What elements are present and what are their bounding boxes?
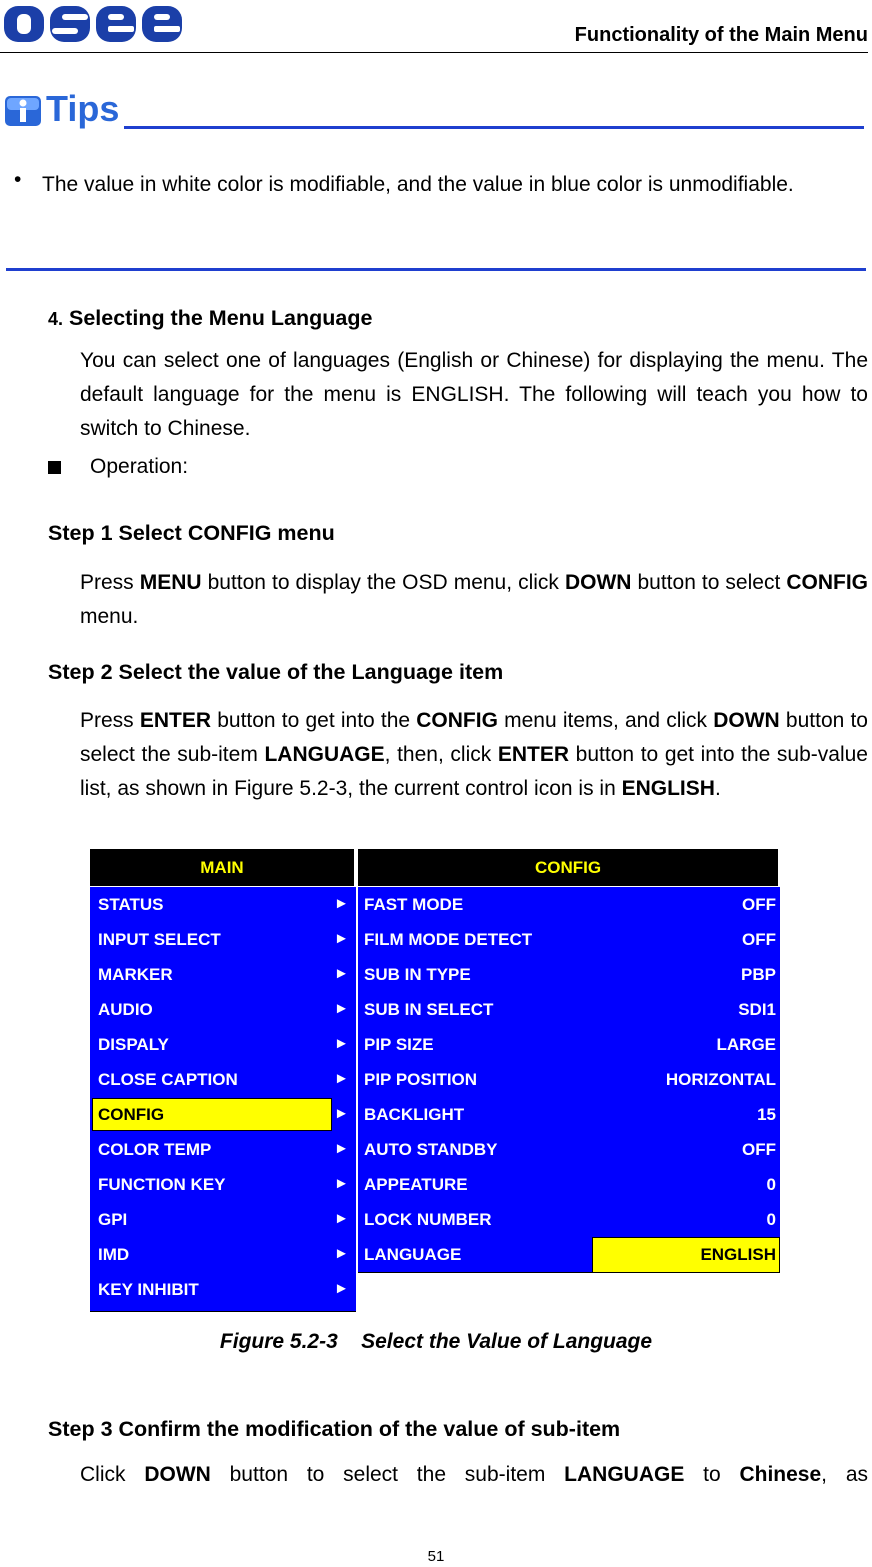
osee-logo bbox=[2, 2, 186, 46]
main-menu-item[interactable]: KEY INHIBIT ► bbox=[98, 1280, 349, 1299]
step2-title: Step 2 Select the value of the Language item bbox=[48, 660, 504, 684]
main-menu-item[interactable]: FUNCTION KEY ► bbox=[98, 1175, 349, 1194]
main-menu-item[interactable]: AUDIO ► bbox=[98, 1000, 349, 1019]
arrow-right-icon: ► bbox=[334, 1280, 349, 1297]
arrow-right-icon: ► bbox=[334, 1175, 349, 1192]
arrow-right-icon: ► bbox=[334, 1070, 349, 1087]
square-bullet-icon bbox=[48, 461, 61, 474]
config-menu-item[interactable]: APPEATURE 0 bbox=[364, 1175, 776, 1194]
config-menu-title: CONFIG bbox=[534, 858, 602, 877]
tips-bottom-rule bbox=[6, 268, 866, 271]
arrow-right-icon: ► bbox=[334, 1140, 349, 1157]
config-menu-item[interactable]: FILM MODE DETECT OFF bbox=[364, 930, 776, 949]
header-rule bbox=[0, 52, 868, 53]
operation-label: Operation: bbox=[90, 455, 189, 478]
bullet-icon: • bbox=[14, 168, 22, 191]
header-title: Functionality of the Main Menu bbox=[574, 24, 868, 46]
main-menu-panel bbox=[90, 887, 356, 1312]
tips-rule bbox=[124, 126, 864, 129]
figure-caption: Figure 5.2-3 Select the Value of Language bbox=[219, 1330, 653, 1353]
step2-paragraph: Press ENTER button to get into the CONFIG menu items, and click DOWN button to select the sub-item LANGUAGE, then, click ENTER button to get into the sub-value list, as shown in Figure 5.2-3, the current control icon is in ENGLISH. bbox=[80, 709, 868, 800]
arrow-right-icon: ► bbox=[334, 930, 349, 947]
main-menu-item[interactable]: MARKER ► bbox=[98, 965, 349, 984]
step1-title: Step 1 Select CONFIG menu bbox=[48, 521, 335, 545]
main-menu-item[interactable]: IMD ► bbox=[98, 1245, 349, 1264]
section-number: 4. bbox=[48, 309, 64, 329]
main-menu-item[interactable]: INPUT SELECT ► bbox=[98, 930, 349, 949]
section-title bbox=[48, 306, 372, 331]
main-menu-item[interactable]: CLOSE CAPTION ► bbox=[98, 1070, 349, 1089]
section-paragraph: You can select one of languages (English or Chinese) for displaying the menu. The default language for the menu is ENGLISH. The following will teach you how to switch to Chinese. bbox=[80, 349, 868, 440]
config-menu-item[interactable]: LOCK NUMBER 0 bbox=[364, 1210, 776, 1229]
main-menu-item[interactable]: COLOR TEMP ► bbox=[98, 1140, 349, 1159]
config-menu-item[interactable]: FAST MODE OFF bbox=[364, 895, 776, 914]
config-menu-item[interactable]: SUB IN TYPE PBP bbox=[364, 965, 776, 984]
main-menu-item[interactable]: GPI ► bbox=[98, 1210, 349, 1229]
main-menu-item[interactable]: STATUS ► bbox=[98, 895, 349, 914]
config-menu-item[interactable]: AUTO STANDBY OFF bbox=[364, 1140, 776, 1159]
tips-badge bbox=[4, 88, 124, 135]
arrow-right-icon: ► bbox=[334, 895, 349, 912]
arrow-right-icon: ► bbox=[334, 1245, 349, 1262]
arrow-right-icon: ► bbox=[334, 1105, 349, 1122]
arrow-right-icon: ► bbox=[334, 1000, 349, 1017]
config-menu-item[interactable]: PIP SIZE LARGE bbox=[364, 1035, 776, 1054]
tip-text: The value in white color is modifiable, and the value in blue color is unmodifiable. bbox=[42, 173, 794, 196]
section-title-text: Selecting the Menu Language bbox=[69, 306, 373, 330]
main-menu-title: MAIN bbox=[200, 858, 244, 877]
main-menu-header bbox=[90, 849, 354, 886]
arrow-right-icon: ► bbox=[334, 1035, 349, 1052]
config-menu-panel bbox=[358, 887, 780, 1273]
config-menu-item[interactable]: SUB IN SELECT SDI1 bbox=[364, 1000, 776, 1019]
config-menu-item[interactable]: BACKLIGHT 15 bbox=[364, 1105, 776, 1124]
step3-title: Step 3 Confirm the modification of the value of sub-item bbox=[48, 1417, 621, 1441]
page-number: 51 bbox=[427, 1548, 445, 1565]
arrow-right-icon: ► bbox=[334, 965, 349, 982]
arrow-right-icon: ► bbox=[334, 1210, 349, 1227]
config-menu-item-language[interactable]: LANGUAGE ENGLISH bbox=[358, 1237, 780, 1272]
config-menu-item[interactable]: PIP POSITION HORIZONTAL bbox=[364, 1070, 776, 1089]
config-menu-header bbox=[358, 849, 778, 886]
step1-paragraph: Press MENU button to display the OSD menu, click DOWN button to select CONFIG menu. bbox=[80, 571, 868, 628]
step3-paragraph: Click DOWN button to select the sub-item LANGUAGE to Chinese, as bbox=[80, 1463, 868, 1486]
main-menu-item[interactable]: DISPALY ► bbox=[98, 1035, 349, 1054]
main-menu-item-selected[interactable]: CONFIG ► bbox=[90, 1097, 356, 1132]
tips-label: Tips bbox=[46, 88, 120, 129]
